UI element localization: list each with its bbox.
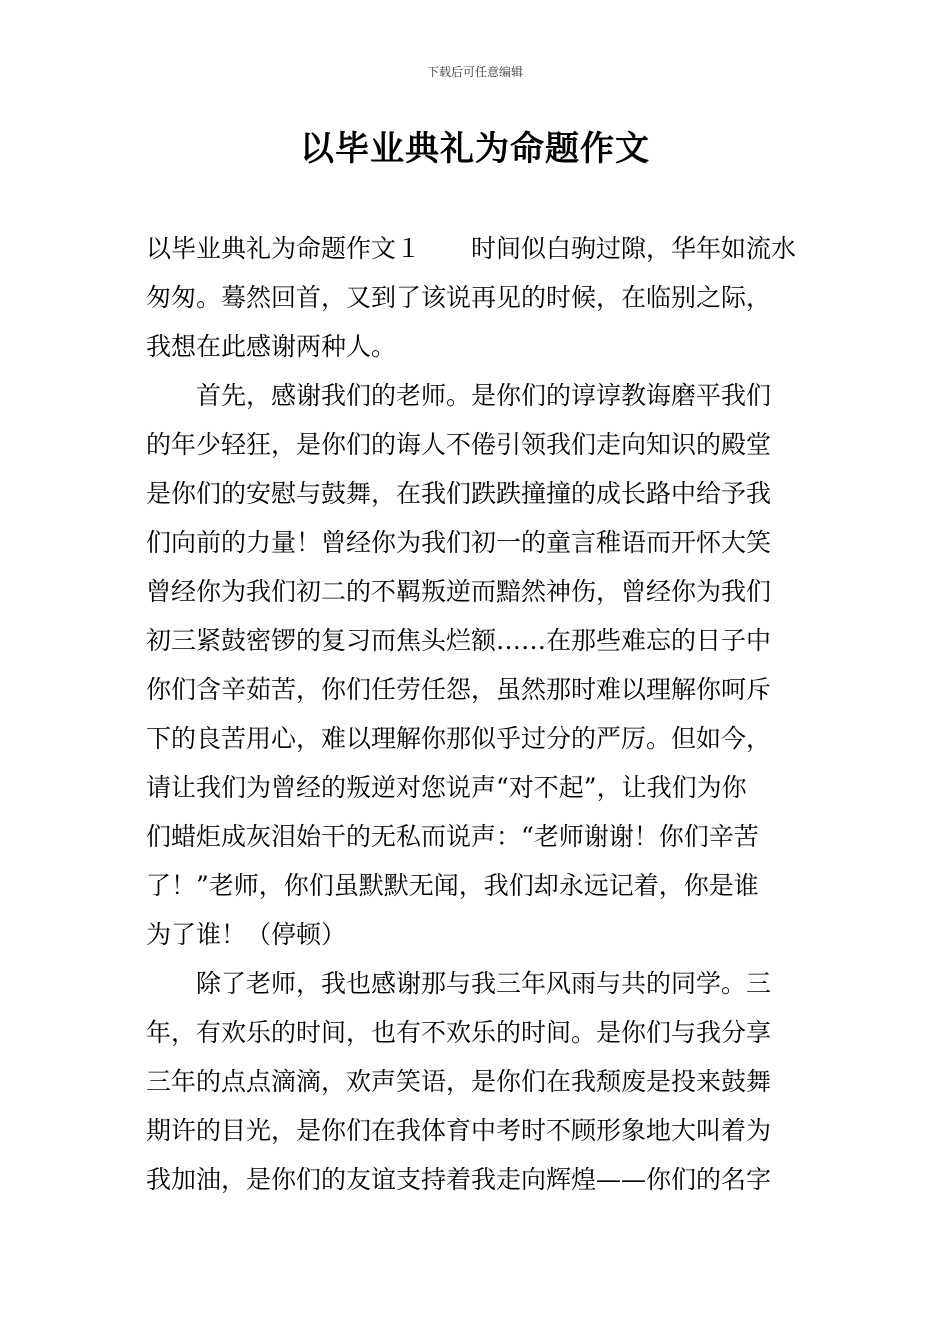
body-line: 初三紧鼓密锣的复习而焦头烂额……在那些难忘的日子中 bbox=[146, 626, 772, 655]
body-line: 曾经你为我们初二的不羁叛逆而黯然神伤，曾经你为我们 bbox=[146, 577, 772, 606]
body-line: 下的良苦用心，难以理解你那似乎过分的严厉。但如今， bbox=[146, 724, 772, 753]
body-line: 匆匆。蓦然回首，又到了该说再见的时候，在临别之际， bbox=[146, 283, 772, 312]
body-line: 了！”老师，你们虽默默无闻，我们却永远记着，你是谁 bbox=[146, 871, 759, 900]
body-line: 们向前的力量！曾经你为我们初一的童言稚语而开怀大笑 bbox=[146, 528, 772, 557]
document-title: 以毕业典礼为命题作文 bbox=[300, 129, 650, 169]
body-line: 为了谁！（停顿） bbox=[146, 920, 347, 949]
body-line: 年，有欢乐的时间，也有不欢乐的时间。是你们与我分享 bbox=[146, 1018, 772, 1047]
body-line: 首先，感谢我们的老师。是你们的谆谆教诲磨平我们 bbox=[146, 381, 772, 410]
page-header-note: 下载后可任意编辑 bbox=[426, 65, 523, 79]
body-line: 三年的点点滴滴，欢声笑语，是你们在我颓废是投来鼓舞 bbox=[146, 1067, 772, 1096]
body-line: 的年少轻狂，是你们的诲人不倦引领我们走向知识的殿堂 bbox=[146, 430, 772, 459]
body-line: 们蜡炬成灰泪始干的无私而说声：“老师谢谢！你们辛苦 bbox=[146, 822, 759, 851]
body-line: 除了老师，我也感谢那与我三年风雨与共的同学。三 bbox=[146, 969, 772, 998]
document-body bbox=[146, 224, 806, 1204]
body-line: 你们含辛茹苦，你们任劳任怨，虽然那时难以理解你呵斥 bbox=[146, 675, 772, 704]
body-line: 期许的目光，是你们在我体育中考时不顾形象地大叫着为 bbox=[146, 1116, 772, 1145]
body-line: 我想在此感谢两种人。 bbox=[146, 332, 397, 361]
body-line: 是你们的安慰与鼓舞，在我们跌跌撞撞的成长路中给予我 bbox=[146, 479, 772, 508]
body-line: 我加油，是你们的友谊支持着我走向辉煌——你们的名字 bbox=[146, 1165, 772, 1194]
body-line: 以毕业典礼为命题作文１ 时间似白驹过隙，华年如流水 bbox=[146, 234, 797, 263]
body-line: 请让我们为曾经的叛逆对您说声“对不起”，让我们为你 bbox=[146, 773, 747, 802]
